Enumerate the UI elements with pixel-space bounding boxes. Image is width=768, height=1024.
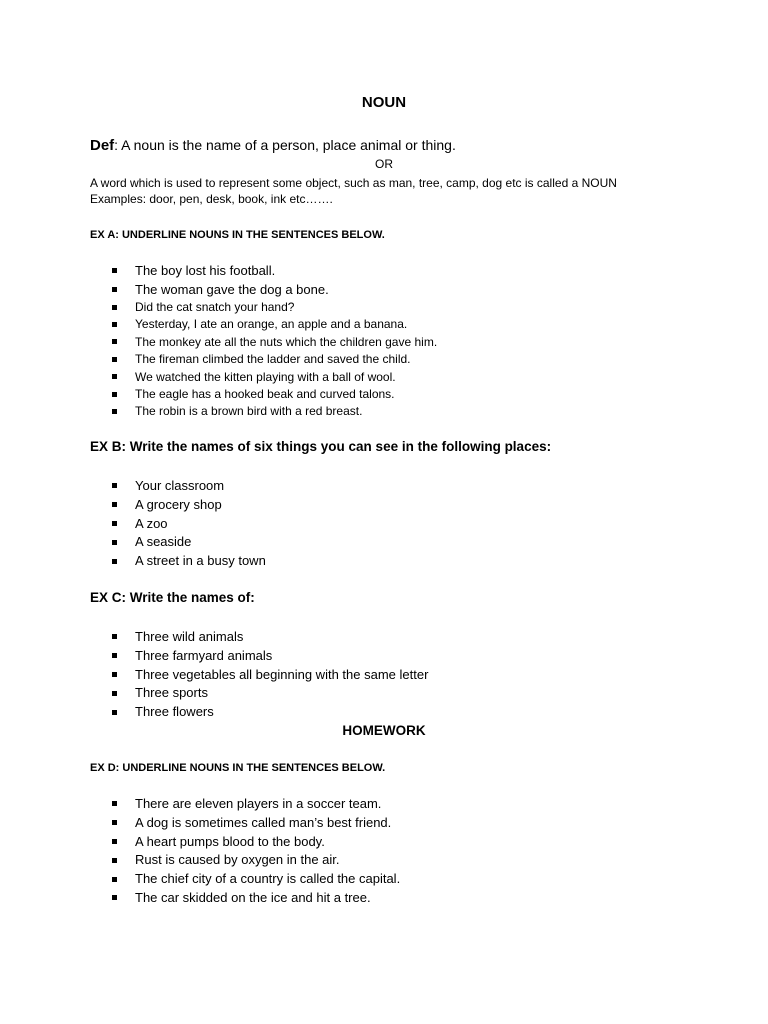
- exercise-c-list: [112, 628, 428, 722]
- list-item: Yesterday, I ate an orange, an apple and a banana.: [112, 316, 437, 333]
- list-item: A heart pumps blood to the body.: [112, 833, 400, 852]
- definition-label: Def: [90, 137, 115, 154]
- list-item: A street in a busy town: [112, 552, 266, 571]
- list-item: Three farmyard animals: [112, 647, 428, 666]
- list-item: A dog is sometimes called man’s best friend.: [112, 814, 400, 833]
- list-item: Three sports: [112, 684, 428, 703]
- page-title: NOUN: [361, 94, 407, 111]
- list-item: The eagle has a hooked beak and curved talons.: [112, 386, 437, 403]
- list-item: Rust is caused by oxygen in the air.: [112, 851, 400, 870]
- list-item: A zoo: [112, 515, 266, 534]
- definition-line: [90, 137, 456, 154]
- list-item: The chief city of a country is called the capital.: [112, 870, 400, 889]
- list-item: Three vegetables all beginning with the same letter: [112, 666, 428, 685]
- list-item: The fireman climbed the ladder and saved the child.: [112, 351, 437, 368]
- exercise-a-list: [112, 261, 437, 421]
- list-item: Three flowers: [112, 703, 428, 722]
- or-separator: OR: [375, 157, 393, 171]
- list-item: The car skidded on the ice and hit a tree.: [112, 889, 400, 908]
- list-item: The woman gave the dog a bone.: [112, 280, 437, 299]
- definition-text: : A noun is the name of a person, place animal or thing.: [114, 137, 456, 153]
- list-item: A grocery shop: [112, 496, 266, 515]
- list-item: We watched the kitten playing with a ball of wool.: [112, 369, 437, 386]
- exercise-d-list: [112, 795, 400, 908]
- list-item: Your classroom: [112, 477, 266, 496]
- exercise-c-heading: EX C: Write the names of:: [90, 590, 255, 605]
- list-item: The monkey ate all the nuts which the children gave him.: [112, 334, 437, 351]
- list-item: There are eleven players in a soccer team.: [112, 795, 400, 814]
- list-item: Three wild animals: [112, 628, 428, 647]
- exercise-b-heading: EX B: Write the names of six things you can see in the following places:: [90, 439, 552, 454]
- homework-heading: HOMEWORK: [342, 723, 426, 738]
- list-item: The boy lost his football.: [112, 261, 437, 280]
- list-item: A seaside: [112, 533, 266, 552]
- list-item: The robin is a brown bird with a red breast.: [112, 403, 437, 420]
- exercise-a-heading: EX A: UNDERLINE NOUNS IN THE SENTENCES BELOW.: [90, 229, 385, 241]
- list-item: Did the cat snatch your hand?: [112, 299, 437, 316]
- exercise-d-heading: EX D: UNDERLINE NOUNS IN THE SENTENCES BELOW.: [90, 762, 386, 774]
- definition-alt-text: A word which is used to represent some object, such as man, tree, camp, dog etc is called a NOUN: [90, 176, 617, 190]
- examples-text: Examples: door, pen, desk, book, ink etc…….: [90, 192, 333, 206]
- exercise-b-list: [112, 477, 266, 571]
